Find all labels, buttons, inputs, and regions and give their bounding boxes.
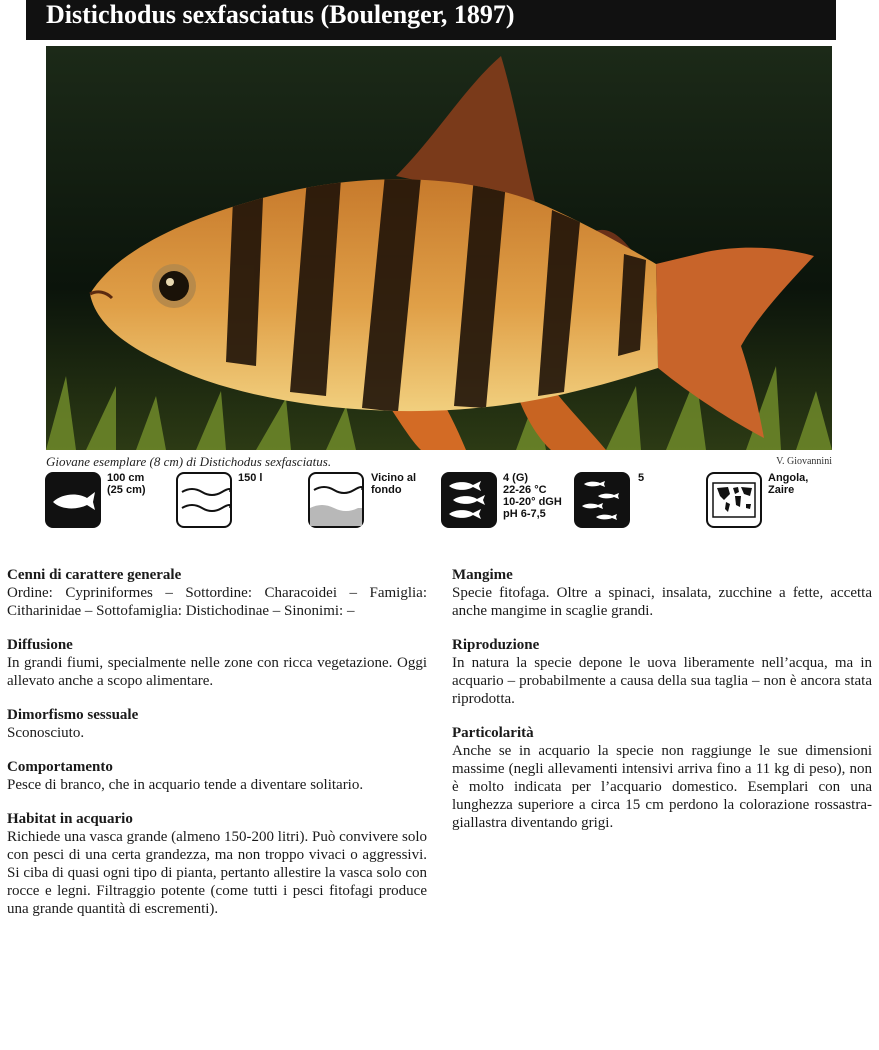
section-body: Richiede una vasca grande (almeno 150-200 litri). Può convivere solo con pesci di una certa grandezza, ma non troppo vivaci o aggressivi. Si ciba di quasi ogni tipo di pianta, pertanto allestire la vasca solo con rocce e legni. Filtraggio potente (come tutti i pesci fitofagi produce una grande quantità di escrementi). [7,829,427,917]
section-general [7,566,427,620]
section-dimorphism [7,706,427,742]
section-title: Mangime [452,567,513,583]
section-behaviour [7,758,427,794]
right-column [452,566,872,848]
section-notes [452,724,872,832]
volume-text: 150 l [238,472,263,484]
water-text: 4 (G) 22-26 °C 10-20° dGH pH 6-7,5 [503,472,562,520]
page-title: Distichodus sexfasciatus (Boulenger, 1897) [26,0,836,40]
group-text: 5 [638,472,645,484]
tank-volume-icon [176,472,232,528]
section-distribution [7,636,427,690]
left-column [7,566,427,934]
fish-photo [46,46,832,450]
fish-size-icon [45,472,101,528]
section-body: Sconosciuto. [7,725,85,741]
water-params-icon [441,472,497,528]
zone-text: Vicino al fondo [371,472,417,496]
section-habitat [7,810,427,918]
origin-text: Angola, Zaire [768,472,809,496]
section-title: Dimorfismo sessuale [7,707,139,723]
photo-caption: Giovane esemplare (8 cm) di Distichodus sexfasciatus. [46,454,332,469]
group-size-icon [574,472,630,528]
section-title: Cenni di carattere generale [7,567,182,583]
size-text: 100 cm (25 cm) [107,472,146,496]
section-title: Particolarità [452,725,534,741]
swim-zone-icon [308,472,364,528]
section-body: Pesce di branco, che in acquario tende a diventare solitario. [7,777,364,793]
section-food [452,566,872,620]
section-title: Habitat in acquario [7,811,133,827]
world-map-icon [706,472,762,528]
section-title: Riproduzione [452,637,540,653]
fish-illustration [46,46,832,450]
section-body: In natura la specie depone le uova liberamente nell’acqua, ma in acquario – probabilmente a causa della sua taglia – non è ancora stata riprodotta. [452,655,872,707]
photo-credit: V. Giovannini [776,456,832,467]
section-body: Anche se in acquario la specie non raggiunge le sue dimensioni massime (negli allevamenti intensivi arriva fino a 11 kg di peso), non è molto indicata per l’acquario domestico. Esemplari con una lunghezza superiore a circa 15 cm perdono la colorazione rossastra-giallastra diventando grigi. [452,743,872,831]
section-body: In grandi fiumi, specialmente nelle zone con ricca vegetazione. Oggi allevato anche a scopo alimentare. [7,655,427,689]
section-title: Comportamento [7,759,113,775]
section-body: Specie fitofaga. Oltre a spinaci, insalata, zucchine a fette, accetta anche mangime in scaglie grandi. [452,585,872,619]
section-reproduction [452,636,872,708]
section-body: Ordine: Cypriniformes – Sottordine: Characoidei – Famiglia: Citharinidae – Sottofamiglia: Distichodinae – Sinonimi: – [7,585,427,619]
section-title: Diffusione [7,637,73,653]
